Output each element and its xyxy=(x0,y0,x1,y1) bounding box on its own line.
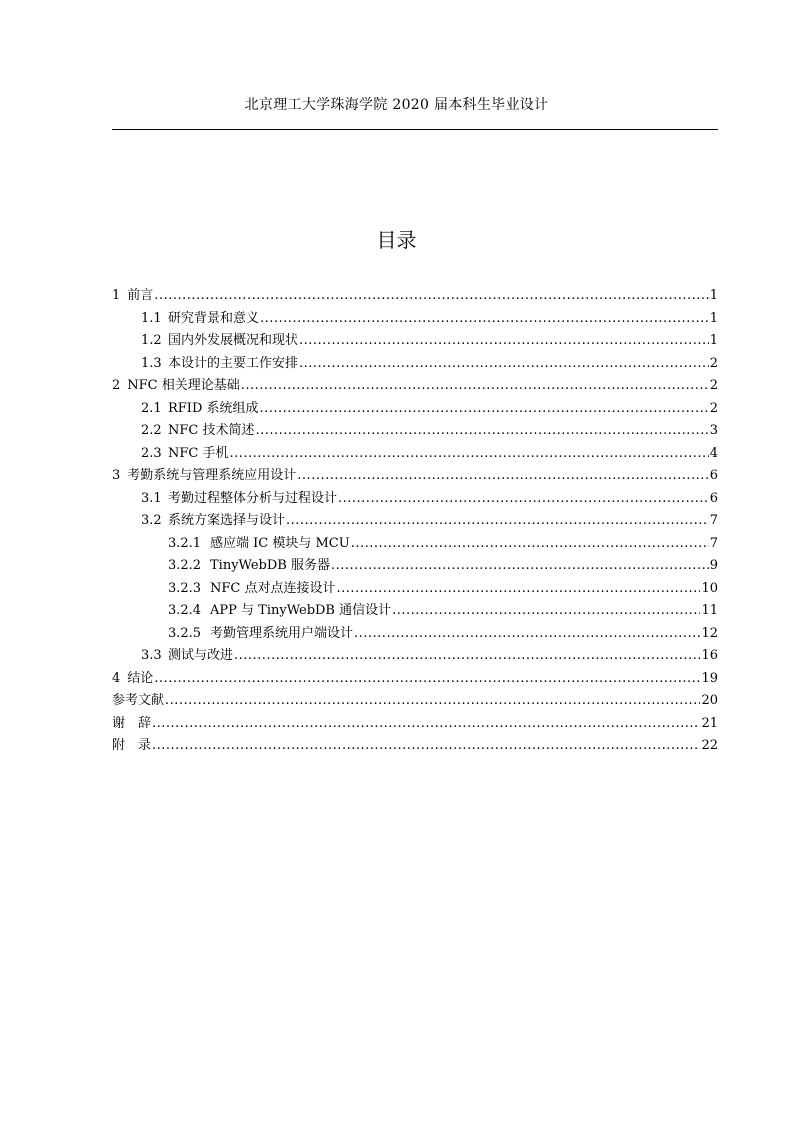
toc-entry-page: 7 xyxy=(709,535,718,551)
toc-entry[interactable] xyxy=(112,420,718,443)
toc-entry-page: 9 xyxy=(709,558,718,573)
toc-title: 目录 xyxy=(376,228,417,252)
toc-entry-title: RFID 系统组成 xyxy=(168,400,259,416)
toc-entry[interactable] xyxy=(112,285,718,308)
toc-dot-leader xyxy=(152,735,700,758)
toc-entry-page: 21 xyxy=(701,715,718,731)
toc-entry[interactable] xyxy=(112,308,718,331)
toc-dot-leader xyxy=(286,510,709,533)
toc-entry-number: 3.2.4 xyxy=(168,603,202,618)
toc-entry[interactable] xyxy=(112,555,718,578)
toc-dot-leader xyxy=(154,668,700,691)
toc-entry-number: 3.3 xyxy=(141,648,162,663)
toc-entry-title: 本设计的主要工作安排 xyxy=(168,355,299,371)
toc-entry-page: 1 xyxy=(709,333,718,348)
toc-entry-title: 系统方案选择与设计 xyxy=(168,513,286,528)
toc-dot-leader xyxy=(392,600,700,623)
toc-entry-page: 16 xyxy=(701,648,718,663)
toc-entry[interactable] xyxy=(112,668,718,691)
toc-entry-title: 研究背景和意义 xyxy=(168,310,260,326)
toc-dot-leader xyxy=(234,645,700,668)
toc-entry[interactable] xyxy=(112,645,718,668)
toc-dot-leader xyxy=(338,488,709,511)
toc-dot-leader xyxy=(260,398,709,421)
toc-entry-page: 12 xyxy=(701,625,718,641)
toc-entry[interactable] xyxy=(112,488,718,511)
toc-entry-number: 2.1 xyxy=(141,400,162,416)
toc-entry-number: 1.1 xyxy=(141,310,162,326)
toc-entry-number: 1.2 xyxy=(141,333,162,348)
toc-entry-page: 6 xyxy=(709,490,718,506)
toc-entry-page: 2 xyxy=(709,355,718,371)
toc-entry-page: 10 xyxy=(701,580,718,596)
toc-entry-title: 考勤过程整体分析与过程设计 xyxy=(168,490,338,506)
toc-entry-page: 2 xyxy=(709,378,718,393)
toc-entry[interactable] xyxy=(112,398,718,421)
toc-entry[interactable] xyxy=(112,533,718,556)
toc-entry-number: 3.1 xyxy=(141,490,162,506)
toc-entry-title: 结论 xyxy=(127,670,154,686)
toc-entry-title: NFC 手机 xyxy=(168,445,229,461)
toc-entry[interactable] xyxy=(112,375,718,398)
header-rule xyxy=(112,129,718,130)
toc-dot-leader xyxy=(299,353,709,376)
toc-entry-page: 1 xyxy=(709,288,718,303)
toc-dot-leader xyxy=(299,330,709,353)
toc-entry-title: 考勤系统与管理系统应用设计 xyxy=(127,468,297,483)
toc-entry-page: 19 xyxy=(701,670,718,686)
toc-entry-title: 考勤管理系统用户端设计 xyxy=(210,625,354,641)
toc-entry-title: 前言 xyxy=(127,288,154,303)
toc-entry-title: 测试与改进 xyxy=(168,648,234,663)
toc-dot-leader xyxy=(354,623,700,646)
toc-entry-number: 4 xyxy=(112,670,121,686)
toc-dot-leader xyxy=(165,690,700,713)
toc-dot-leader xyxy=(297,465,708,488)
toc-dot-leader xyxy=(255,420,708,443)
toc-entry-page: 7 xyxy=(709,513,718,528)
toc-entry-page: 1 xyxy=(709,310,718,326)
toc-entry-number: 2.2 xyxy=(141,423,162,438)
toc-entry-title: 附 录 xyxy=(112,738,152,753)
toc-dot-leader xyxy=(331,555,709,578)
toc-entry-title: TinyWebDB 服务器 xyxy=(210,558,330,573)
toc-dot-leader xyxy=(336,578,700,601)
toc-entry-number: 3.2.1 xyxy=(168,535,202,551)
toc-entry-number: 2 xyxy=(112,378,121,393)
toc-entry[interactable] xyxy=(112,465,718,488)
toc-entry-number: 3 xyxy=(112,468,121,483)
toc-entry-title: NFC 点对点连接设计 xyxy=(210,580,336,596)
toc-entry[interactable] xyxy=(112,690,718,713)
toc-entry-page: 22 xyxy=(701,738,718,753)
toc-entry-number: 1 xyxy=(112,288,121,303)
toc-entry[interactable] xyxy=(112,443,718,466)
toc-entry-number: 1.3 xyxy=(141,355,162,371)
toc-entry-page: 6 xyxy=(709,468,718,483)
toc-entry[interactable] xyxy=(112,330,718,353)
toc-entry[interactable] xyxy=(112,578,718,601)
toc-entry[interactable] xyxy=(112,600,718,623)
toc-dot-leader xyxy=(154,285,708,308)
toc-entry[interactable] xyxy=(112,623,718,646)
toc-entry-title: 参考文献 xyxy=(112,693,165,708)
toc-dot-leader xyxy=(241,375,709,398)
toc-entry-title: 谢 辞 xyxy=(112,715,152,731)
toc-dot-leader xyxy=(351,533,709,556)
toc-entry-title: NFC 相关理论基础 xyxy=(127,378,240,393)
toc-entry-number: 3.2 xyxy=(141,513,162,528)
toc-entry-title: APP 与 TinyWebDB 通信设计 xyxy=(210,603,392,618)
toc-entry-page: 11 xyxy=(701,603,718,618)
page-header: 北京理工大学珠海学院 2020 届本科生毕业设计 xyxy=(244,97,549,113)
toc-entry-title: NFC 技术简述 xyxy=(168,423,255,438)
table-of-contents xyxy=(112,285,718,758)
toc-entry-page: 2 xyxy=(709,400,718,416)
toc-entry[interactable] xyxy=(112,713,718,736)
toc-dot-leader xyxy=(152,713,700,736)
toc-entry-title: 国内外发展概况和现状 xyxy=(168,333,299,348)
toc-dot-leader xyxy=(260,308,709,331)
toc-entry-page: 20 xyxy=(701,693,718,708)
toc-entry-page: 4 xyxy=(709,445,718,461)
toc-entry-page: 3 xyxy=(709,423,718,438)
toc-entry-number: 3.2.3 xyxy=(168,580,202,596)
toc-entry-title: 感应端 IC 模块与 MCU xyxy=(210,535,350,551)
toc-entry[interactable] xyxy=(112,510,718,533)
toc-entry-number: 3.2.2 xyxy=(168,558,202,573)
toc-dot-leader xyxy=(229,443,708,466)
toc-entry-number: 3.2.5 xyxy=(168,625,202,641)
toc-entry[interactable] xyxy=(112,353,718,376)
toc-entry[interactable] xyxy=(112,735,718,758)
toc-entry-number: 2.3 xyxy=(141,445,162,461)
